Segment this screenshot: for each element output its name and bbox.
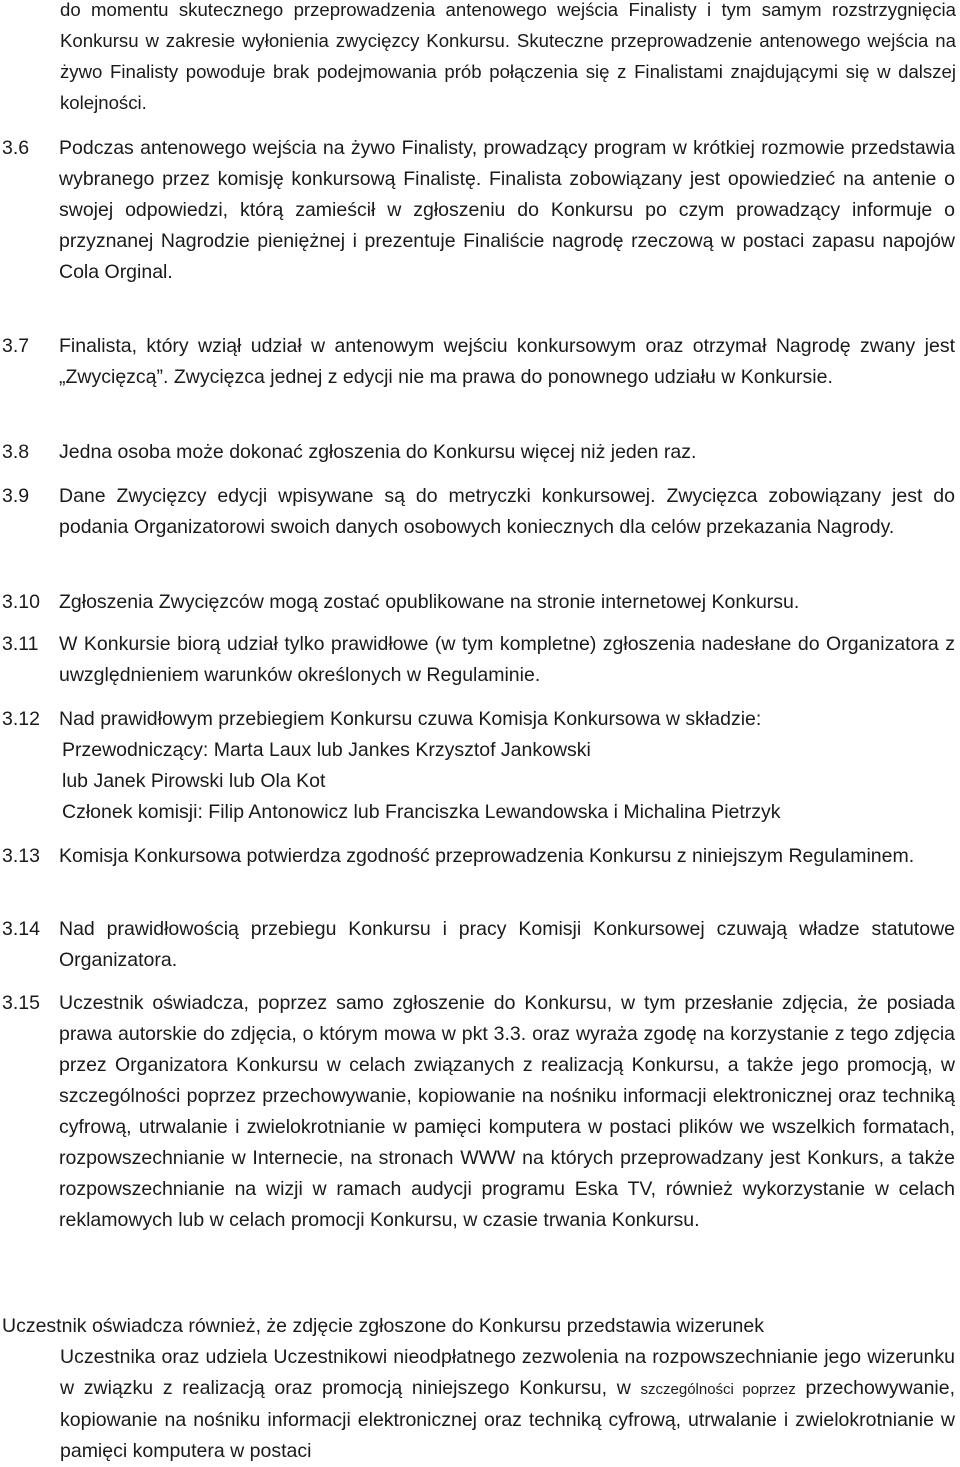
section-text: Jedna osoba może dokonać zgłoszenia do Konkursu więcej niż jeden raz. xyxy=(59,441,697,463)
section-number: 3.15 xyxy=(2,992,40,1014)
committee-chair-alternates: lub Janek Pirowski lub Ola Kot xyxy=(62,770,326,792)
section-number: 3.10 xyxy=(2,591,40,613)
section-number: 3.7 xyxy=(2,335,30,357)
closing-first-line: Uczestnik oświadcza również, że zdjęcie zgłoszone do Konkursu przedstawia wizerunek xyxy=(2,1315,764,1337)
section-text: Zgłoszenia Zwycięzców mogą zostać opublikowane na stronie internetowej Konkursu. xyxy=(59,591,800,613)
section-text: Nad prawidłowym przebiegiem Konkursu czuwa Komisja Konkursowa w składzie: xyxy=(59,708,762,730)
section-number: 3.13 xyxy=(2,845,40,867)
closing-text-2: przechowywanie, kopiowanie na nośniku informacji elektronicznej oraz techniką cyfrową, utrwalanie i zwielokrotnianie w pamięci komputera w postaci xyxy=(60,1377,956,1462)
section-text: Podczas antenowego wejścia na żywo Finalisty, prowadzący program w krótkiej rozmowie przedstawia wybranego przez komisję konkursową Finalistę. Finalista zobowiązany jest opowiedzieć na antenie o swojej odpowiedzi, którą zamieścił w zgłoszeniu do Konkursu po czym prowadzący informuje o przyznanej Nagrodzie pieniężnej i prezentuje Finaliście nagrodę rzeczową w postaci zapasu napojów Cola Orginal. xyxy=(59,137,955,283)
section-number: 3.9 xyxy=(2,485,30,507)
section-number: 3.6 xyxy=(2,137,30,159)
committee-chair: Przewodniczący: Marta Laux lub Jankes Krzysztof Jankowski xyxy=(62,739,591,761)
committee-members xyxy=(62,735,781,828)
section-number: 3.12 xyxy=(2,708,40,730)
section-number: 3.8 xyxy=(2,441,30,463)
section-text: Uczestnik oświadcza, poprzez samo zgłoszenie do Konkursu, w tym przesłanie zdjęcia, że posiada prawa autorskie do zdjęcia, o którym mowa w pkt 3.3. oraz wyraża zgodę na korzystanie z tego zdjęcia przez Organizatora Konkursu w celach związanych z realizacją Konkursu, a także jego promocją, w szczególności poprzez przechowywanie, kopiowanie na nośniku informacji elektronicznej oraz techniką cyfrową, utrwalanie i zwielokrotnianie w pamięci komputera w postaci plików we wszelkich formatach, rozpowszechnianie w Internecie, na stronach WWW na których przeprowadzany jest Konkurs, a także rozpowszechnianie na wizji w ramach audycji programu Eska TV, również wykorzystanie w celach reklamowych lub w celach promocji Konkursu, w czasie trwania Konkursu. xyxy=(59,992,955,1231)
committee-member: Członek komisji: Filip Antonowicz lub Franciszka Lewandowska i Michalina Pietrzyk xyxy=(62,801,781,823)
section-number: 3.11 xyxy=(2,633,39,655)
section-text: Komisja Konkursowa potwierdza zgodność przeprowadzenia Konkursu z niniejszym Regulaminem. xyxy=(59,845,915,867)
closing-continuation xyxy=(2,1342,955,1467)
section-text: Nad prawidłowością przebiegu Konkursu i pracy Komisji Konkursowej czuwają władze statutowe Organizatora. xyxy=(59,918,955,971)
closing-small-text: szczególności poprzez xyxy=(640,1381,796,1398)
closing-paragraph xyxy=(2,1311,955,1467)
intro-paragraph: do momentu skutecznego przeprowadzenia antenowego wejścia Finalisty i tym samym rozstrzygnięcia Konkursu w zakresie wyłonienia zwycięzcy Konkursu. Skuteczne przeprowadzenie antenowego wejścia na żywo Finalisty powoduje brak podejmowania prób połączenia się z Finalistami znajdującymi się w dalszej kolejności. xyxy=(60,0,956,113)
section-number: 3.14 xyxy=(2,918,40,940)
section-text: W Konkursie biorą udział tylko prawidłowe (w tym kompletne) zgłoszenia nadesłane do Organizatora z uwzględnieniem warunków określonych w Regulaminie. xyxy=(59,633,955,686)
section-text: Finalista, który wziął udział w antenowym wejściu konkursowym oraz otrzymał Nagrodę zwany jest „Zwycięzcą”. Zwycięzca jednej z edycji nie ma prawa do ponownego udziału w Konkursie. xyxy=(59,335,955,388)
closing-text-1: Uczestnika oraz udziela Uczestnikowi nieodpłatnego zezwolenia na rozpowszechnianie jego wizerunku w związku z realizacją oraz promocją niniejszego Konkursu, w xyxy=(60,1346,955,1399)
section-text: Dane Zwycięzcy edycji wpisywane są do metryczki konkursowej. Zwycięzca zobowiązany jest do podania Organizatorowi swoich danych osobowych koniecznych dla celów przekazania Nagrody. xyxy=(59,485,955,538)
